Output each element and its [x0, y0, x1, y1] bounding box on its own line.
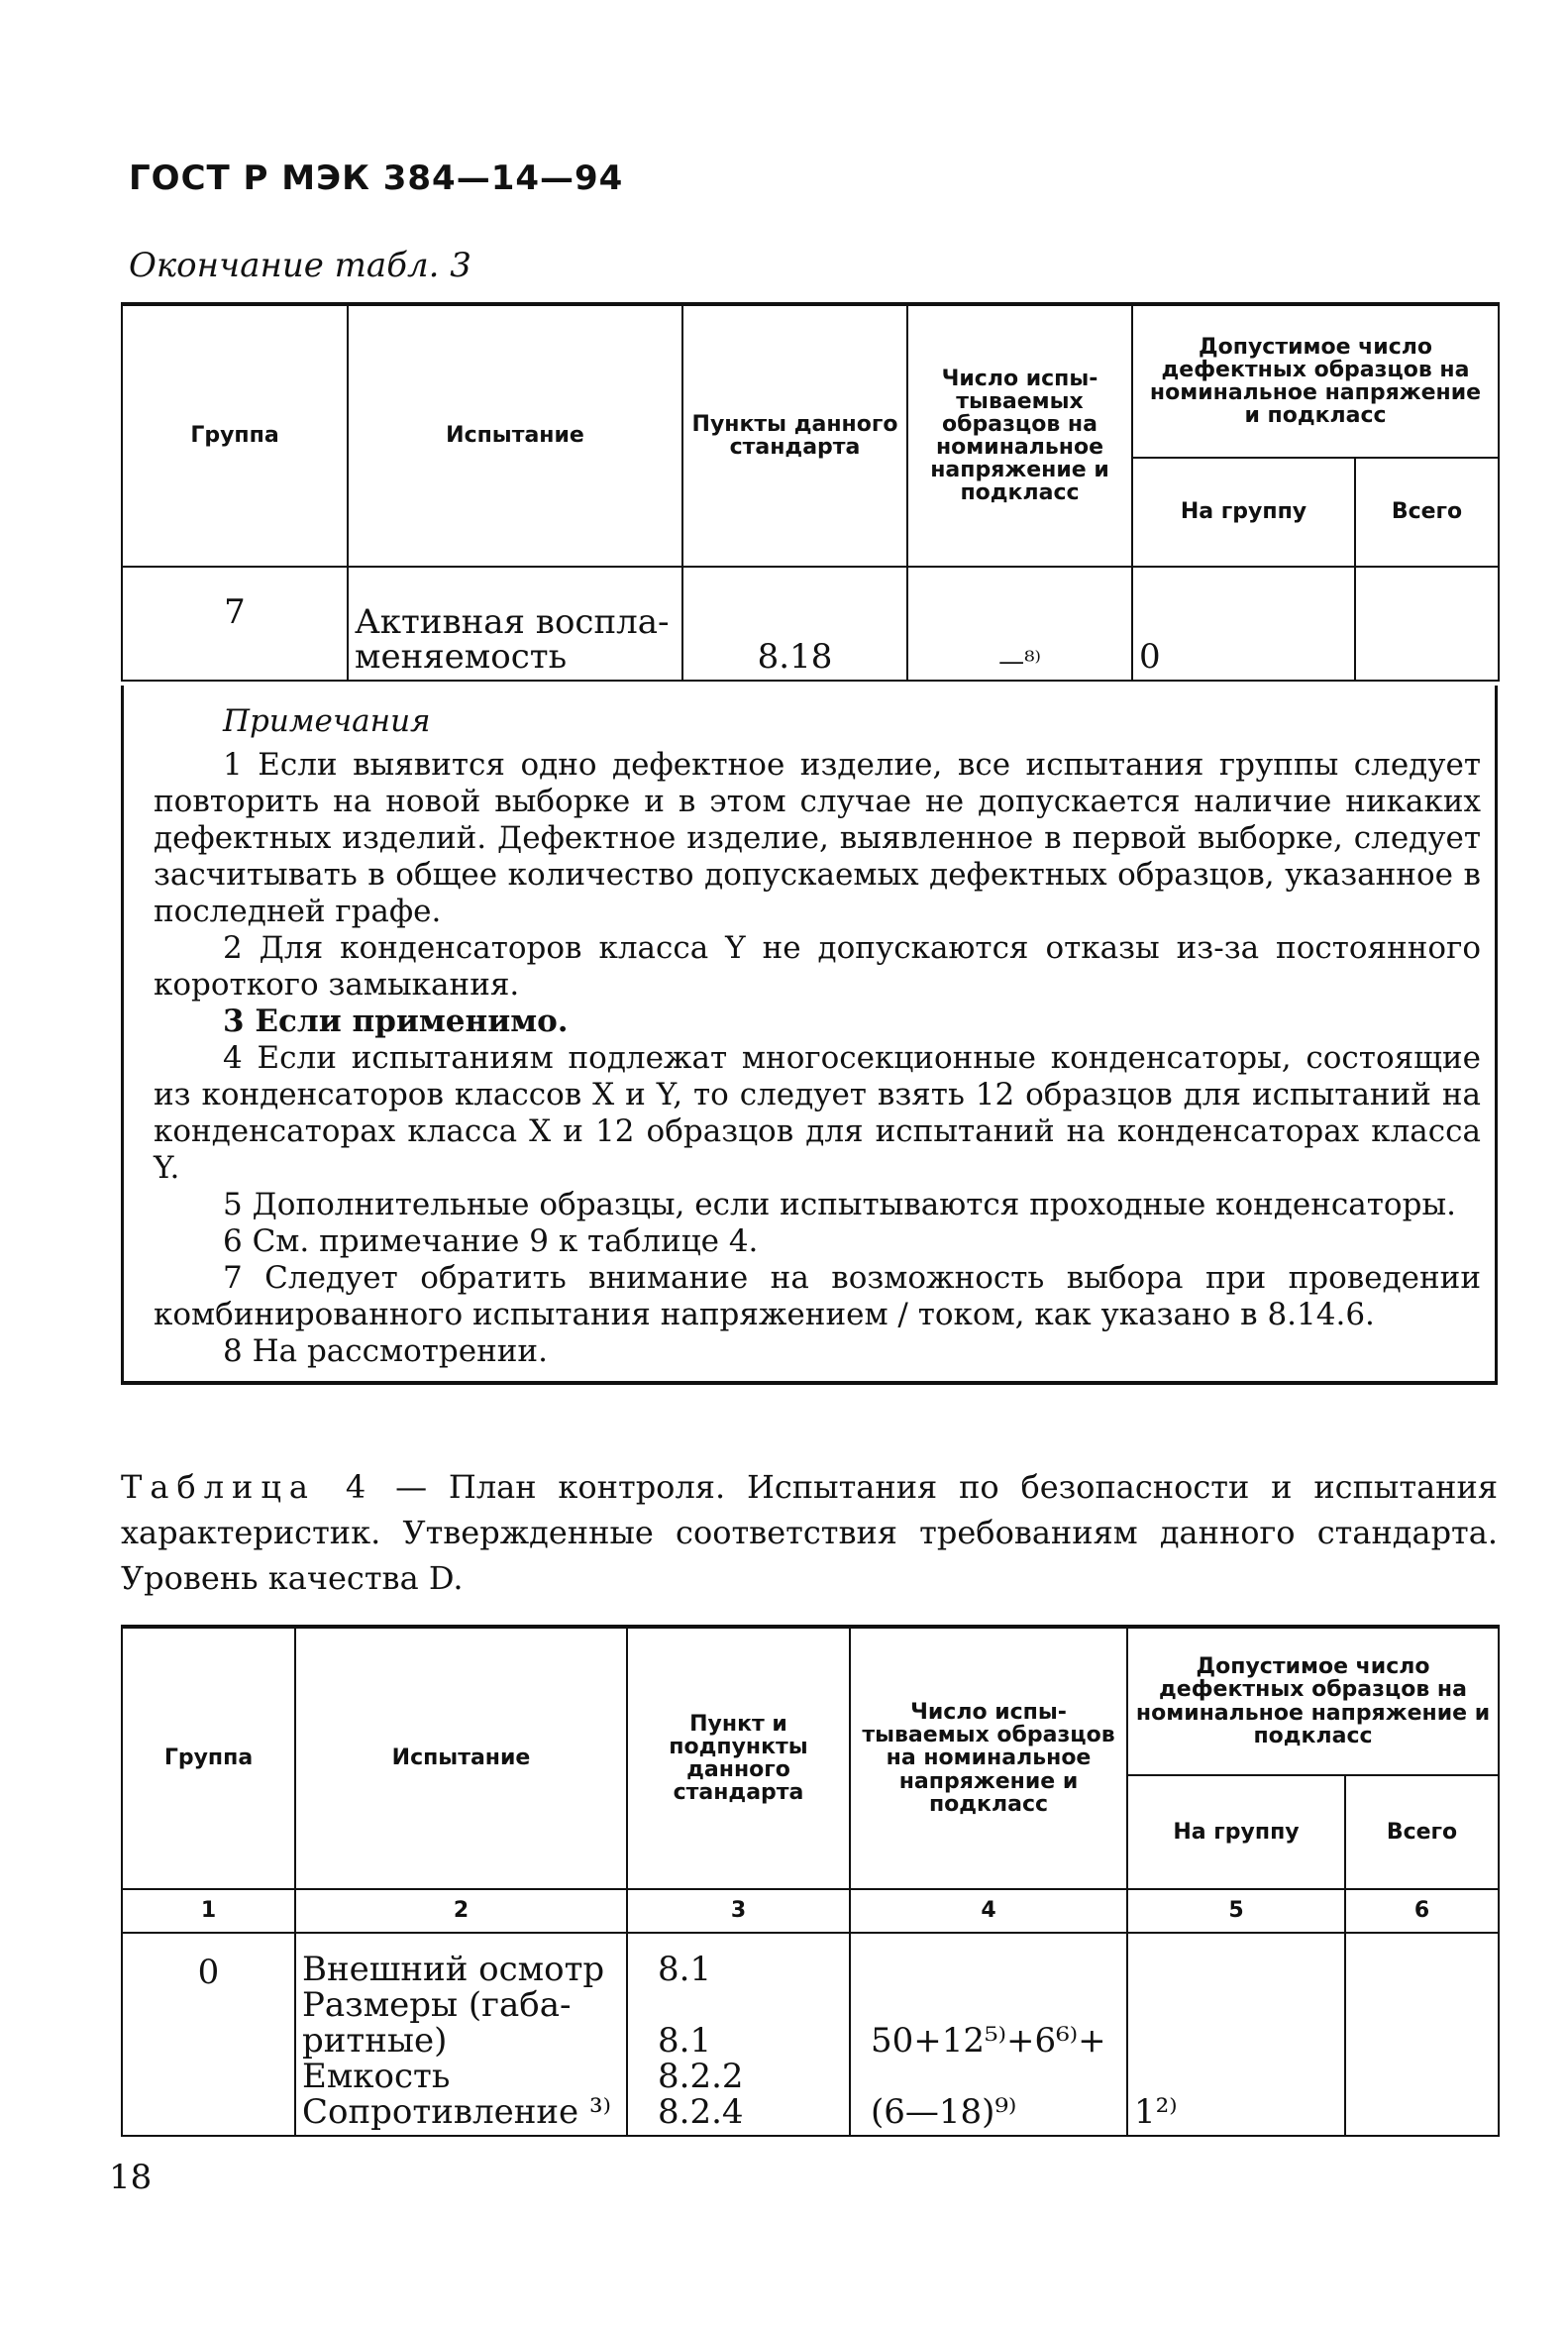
cell-samples: [850, 1933, 1127, 2136]
col-header-allowed: Допустимое число дефектных образцов на номинальное напряжение и подкласс: [1132, 304, 1499, 458]
notes-box: [121, 686, 1498, 1385]
notes-list: [154, 747, 1481, 1370]
col-header-samples: Число испы- тываемых образцов на номинальное напряжение и подкласс: [850, 1627, 1127, 1889]
note-2: 2 Для конденсаторов класса Y не допускаются отказы из-за постоянного короткого замыкания.: [154, 930, 1481, 1003]
col-number: 1: [122, 1889, 295, 1933]
cell-tests: [295, 1933, 627, 2136]
col-number: 6: [1345, 1889, 1499, 1933]
note-7: 7 Следует обратить внимание на возможность выбора при проведении комбинированного испытания напряжением / током, как указано в 8.14.6.: [154, 1260, 1481, 1332]
test-item: Внешний осмотр: [302, 1950, 605, 1989]
clause-item: [658, 1987, 843, 2023]
col-header-total: Всего: [1345, 1775, 1499, 1889]
clause-item: 8.1: [658, 2021, 712, 2061]
cell-group: 0: [122, 1933, 295, 2136]
table-row: [122, 1933, 1499, 2136]
column-numbers-row: [122, 1889, 1499, 1933]
notes-title: Примечания: [223, 703, 431, 739]
cell-per-group: 1²⁾: [1127, 1933, 1345, 2136]
test-item: Сопротивление ³⁾: [302, 2092, 611, 2132]
col-header-test: Испытание: [348, 304, 682, 567]
samples-line: (6—18)⁹⁾: [871, 2092, 1017, 2132]
cell-per-group: 0: [1132, 567, 1355, 681]
table4-caption-label: Таблица 4: [121, 1468, 374, 1506]
table-row: [122, 567, 1499, 681]
note-6: 6 См. примечание 9 к таблице 4.: [223, 1223, 759, 1259]
cell-clauses: [627, 1933, 850, 2136]
samples-line: 50+12⁵⁾+6⁶⁾+: [871, 2021, 1106, 2061]
col-header-test: Испытание: [295, 1627, 627, 1889]
note-3: 3 Если применимо.: [223, 1004, 569, 1039]
cell-clauses: 8.18: [682, 567, 907, 681]
test-item: Размеры (габа-: [302, 1985, 572, 2025]
col-header-group: Группа: [122, 304, 348, 567]
note-1: 1 Если выявится одно дефектное изделие, все испытания группы следует повторить на новой выборке и в этом случае не допускается наличие никаких дефектных изделий. Дефектное изделие, выявленное в первой выборке, следует засчитывать в общее количество допускаемых дефектных образцов, указанное в последней графе.: [154, 747, 1481, 929]
table4-caption: [121, 1464, 1498, 1601]
table3-caption: Окончание табл. 3: [129, 246, 471, 285]
col-header-per-group: На группу: [1132, 458, 1355, 567]
col-number: 3: [627, 1889, 850, 1933]
clause-item: 8.2.4: [658, 2092, 744, 2132]
col-header-allowed: Допустимое число дефектных образцов на номинальное напряжение и подкласс: [1127, 1627, 1499, 1775]
table-3: [121, 302, 1500, 682]
col-number: 2: [295, 1889, 627, 1933]
col-header-samples: Число испы- тываемых образцов на номинальное напряжение и подкласс: [907, 304, 1132, 567]
note-8: 8 На рассмотрении.: [223, 1333, 548, 1369]
col-header-clauses: Пункты данного стандарта: [682, 304, 907, 567]
table-4: [121, 1625, 1500, 2137]
col-number: 4: [850, 1889, 1127, 1933]
clause-item: 8.1: [658, 1950, 712, 1989]
col-header-group: Группа: [122, 1627, 295, 1889]
cell-group: 7: [122, 567, 348, 681]
table4-caption-text: — План контроля. Испытания по безопасности и испытания характеристик. Утвержденные соответствия требованиям данного стандарта. Уровень качества D.: [121, 1468, 1499, 1597]
col-header-per-group: На группу: [1127, 1775, 1345, 1889]
document-header: ГОСТ Р МЭК 384—14—94: [129, 159, 624, 198]
note-4: 4 Если испытаниям подлежат многосекционные конденсаторы, состоящие из конденсаторов классов X и Y, то следует взять 12 образцов для испытаний на конденсаторах класса X и 12 образцов для испытаний на конденсаторах класса Y.: [154, 1040, 1481, 1186]
cell-total: [1345, 1933, 1499, 2136]
clause-item: 8.2.2: [658, 2057, 744, 2096]
note-5: 5 Дополнительные образцы, если испытываются проходные конденсаторы.: [223, 1187, 1456, 1222]
cell-total: [1355, 567, 1499, 681]
col-header-clauses: Пункт и подпункты данного стандарта: [627, 1627, 850, 1889]
cell-test: Активная воспла- меняемость: [348, 567, 682, 681]
test-item: ритные): [302, 2021, 448, 2061]
test-item: Емкость: [302, 2057, 451, 2096]
cell-samples: —⁸⁾: [907, 567, 1132, 681]
page-number: 18: [109, 2158, 153, 2197]
col-number: 5: [1127, 1889, 1345, 1933]
col-header-total: Всего: [1355, 458, 1499, 567]
